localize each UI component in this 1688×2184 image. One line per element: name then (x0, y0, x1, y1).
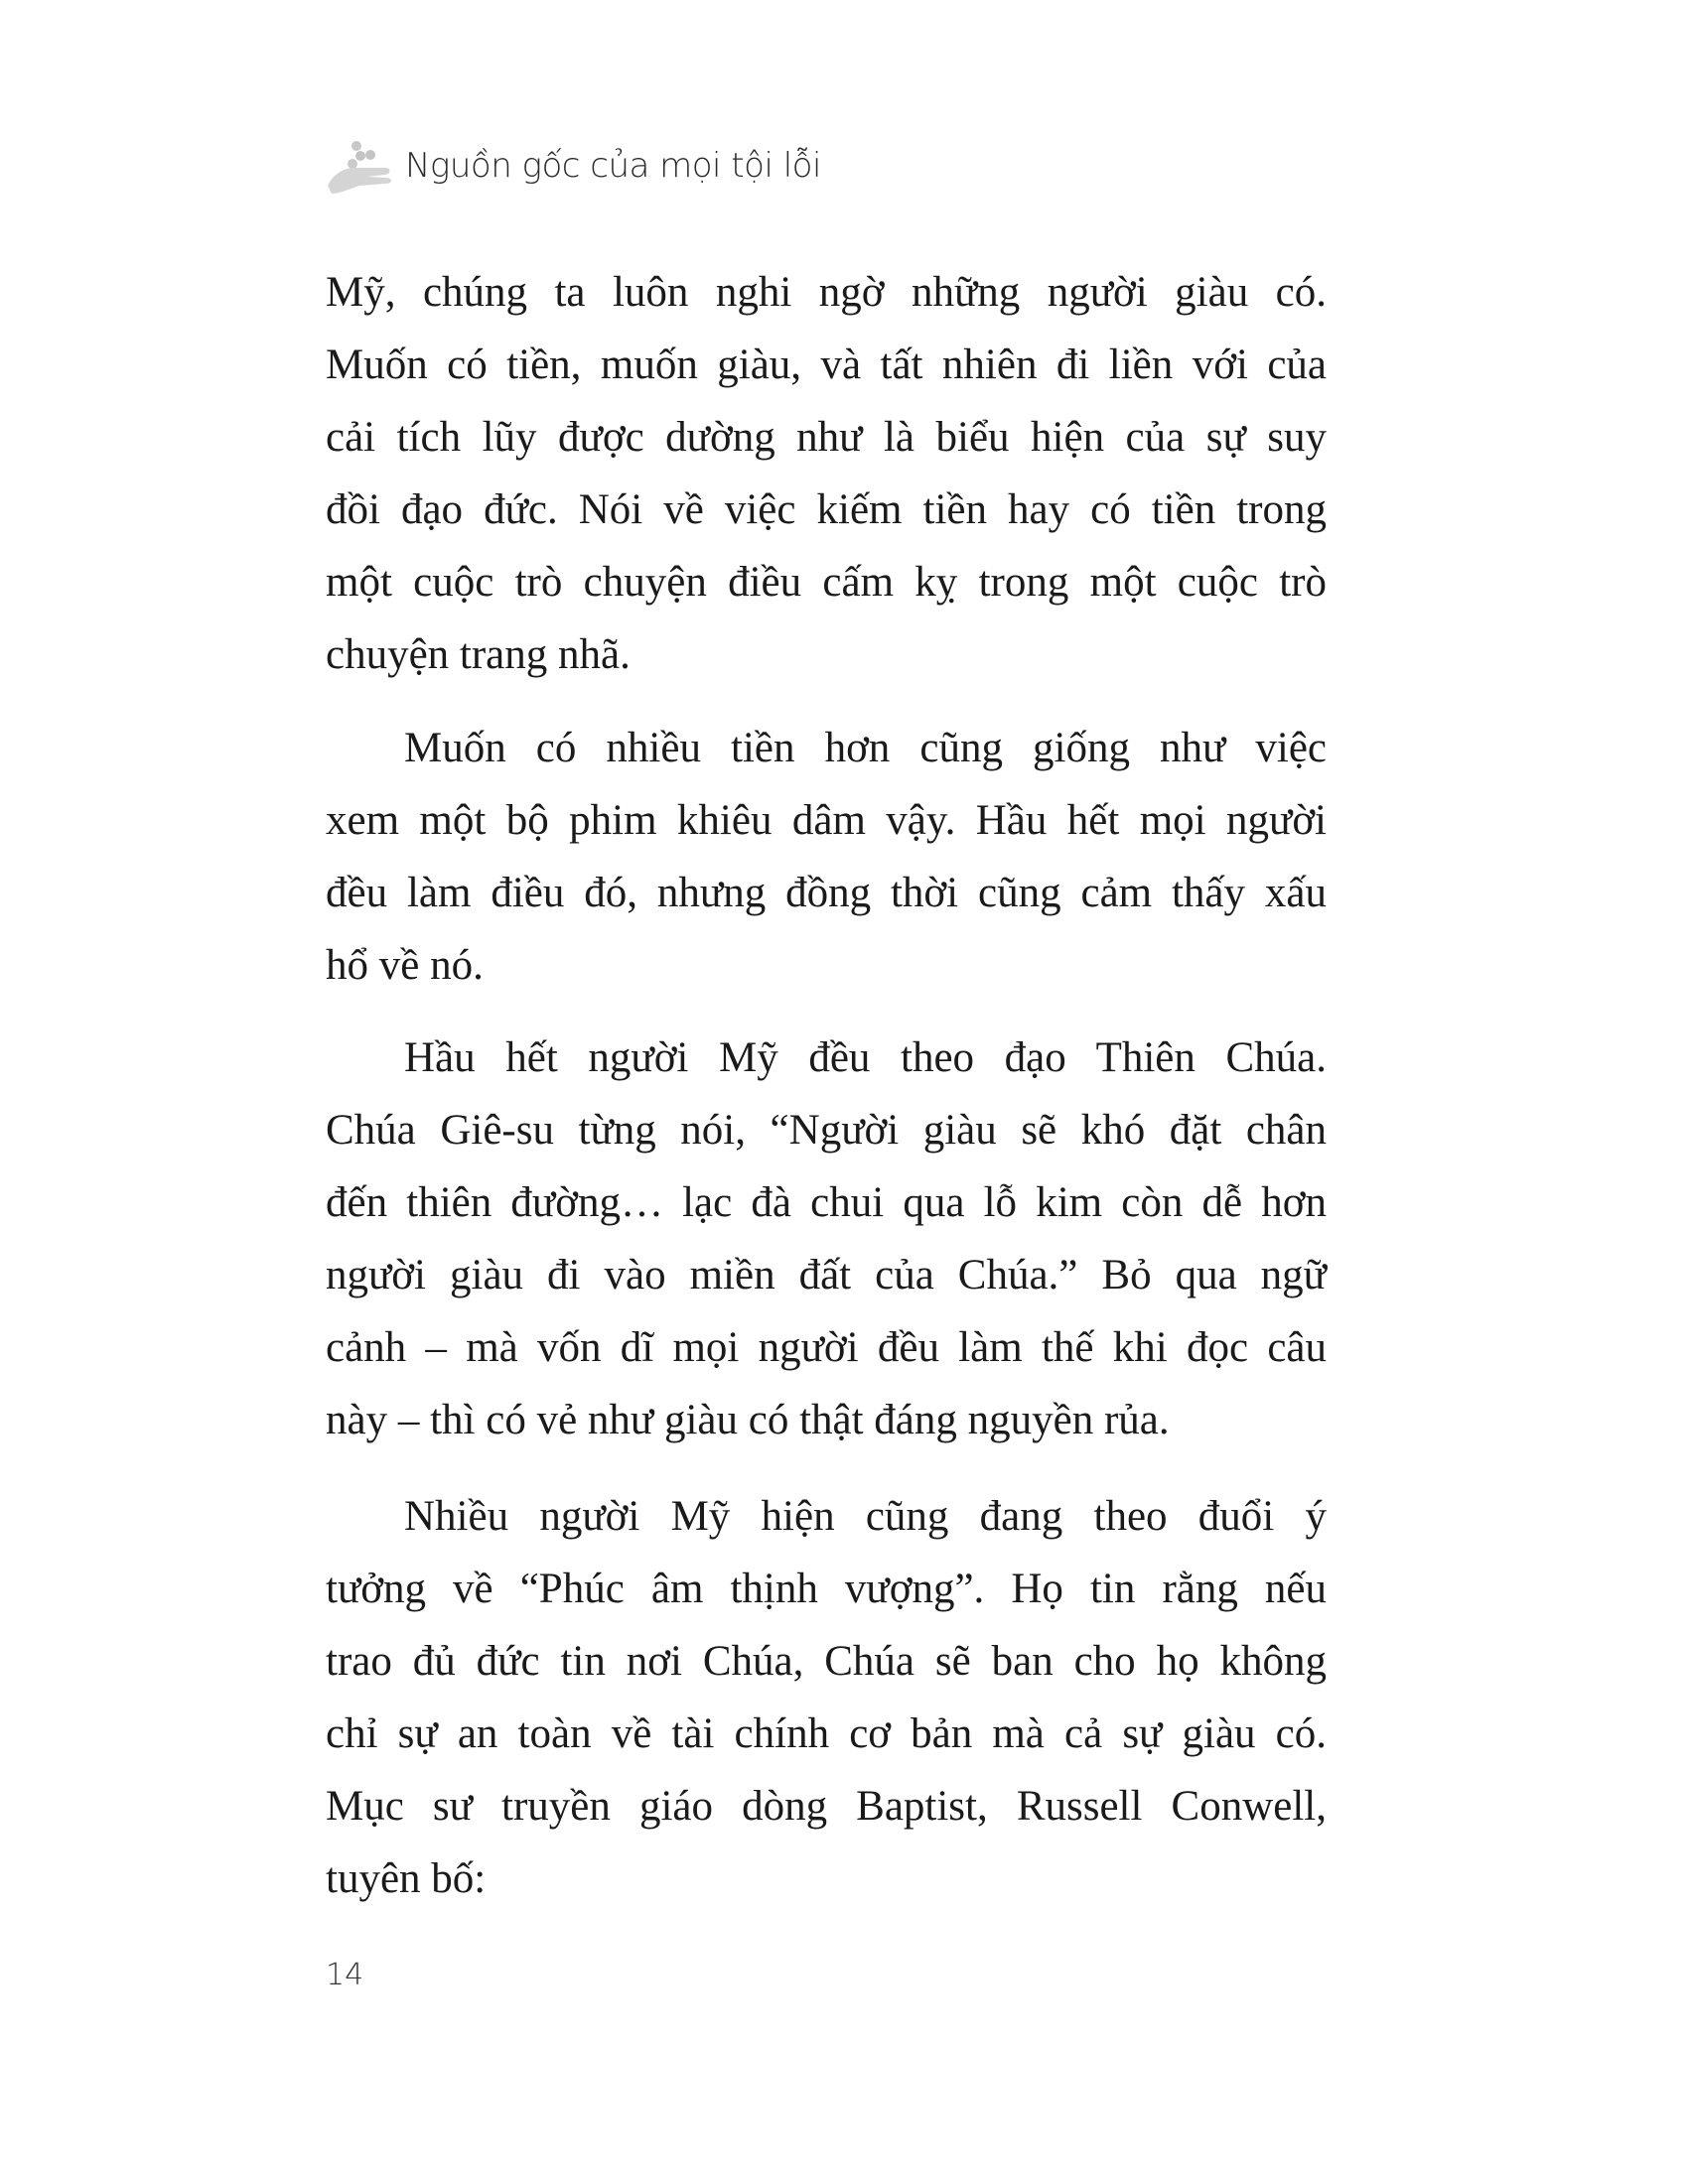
text-line: một cuộc trò chuyện điều cấm kỵ trong một cuộc trò (326, 559, 1327, 606)
text-line: xem một bộ phim khiêu dâm vậy. Hầu hết mọi người (326, 797, 1327, 844)
paragraph (326, 256, 1327, 691)
text-line: cảnh – mà vốn dĩ mọi người đều làm thế khi đọc câu (326, 1324, 1327, 1371)
text-line: trao đủ đức tin nơi Chúa, Chúa sẽ ban cho họ không (326, 1638, 1327, 1685)
paragraph (326, 1022, 1327, 1456)
text-line: Mục sư truyền giáo dòng Baptist, Russell Conwell, (326, 1783, 1327, 1830)
page-number: 14 (326, 1958, 364, 1992)
text-line: người giàu đi vào miền đất của Chúa.” Bỏ qua ngữ (326, 1252, 1327, 1298)
text-line: tuyên bố: (326, 1855, 487, 1902)
text-line: này – thì có vẻ như giàu có thật đáng nguyền rủa. (326, 1397, 1170, 1443)
text-line: Hầu hết người Mỹ đều theo đạo Thiên Chúa. (404, 1034, 1327, 1081)
paragraph (326, 712, 1327, 1002)
text-line: Nhiều người Mỹ hiện cũng đang theo đuổi ý (404, 1493, 1327, 1540)
hand-with-coins-icon (324, 134, 397, 198)
text-line: tưởng về “Phúc âm thịnh vượng”. Họ tin rằng nếu (326, 1566, 1327, 1612)
text-line: chỉ sự an toàn về tài chính cơ bản mà cả sự giàu có. (326, 1710, 1327, 1757)
paragraph (326, 1480, 1327, 1915)
text-line: chuyện trang nhã. (326, 631, 631, 678)
text-line: cải tích lũy được dường như là biểu hiện của sự suy (326, 414, 1327, 461)
running-header (324, 134, 821, 198)
text-line: Muốn có tiền, muốn giàu, và tất nhiên đi liền với của (326, 341, 1327, 388)
text-line: đến thiên đường… lạc đà chui qua lỗ kim còn dễ hơn (326, 1179, 1327, 1226)
text-line: đều làm điều đó, nhưng đồng thời cũng cảm thấy xấu (326, 870, 1327, 916)
text-line: Mỹ, chúng ta luôn nghi ngờ những người giàu có. (326, 269, 1327, 316)
text-line: đồi đạo đức. Nói về việc kiếm tiền hay có tiền trong (326, 486, 1327, 533)
text-line: hổ về nó. (326, 942, 484, 989)
text-line: Muốn có nhiều tiền hơn cũng giống như việc (404, 725, 1327, 771)
chapter-title: Nguồn gốc của mọi tội lỗi (405, 146, 821, 186)
text-line: Chúa Giê-su từng nói, “Người giàu sẽ khó đặt chân (326, 1107, 1327, 1154)
